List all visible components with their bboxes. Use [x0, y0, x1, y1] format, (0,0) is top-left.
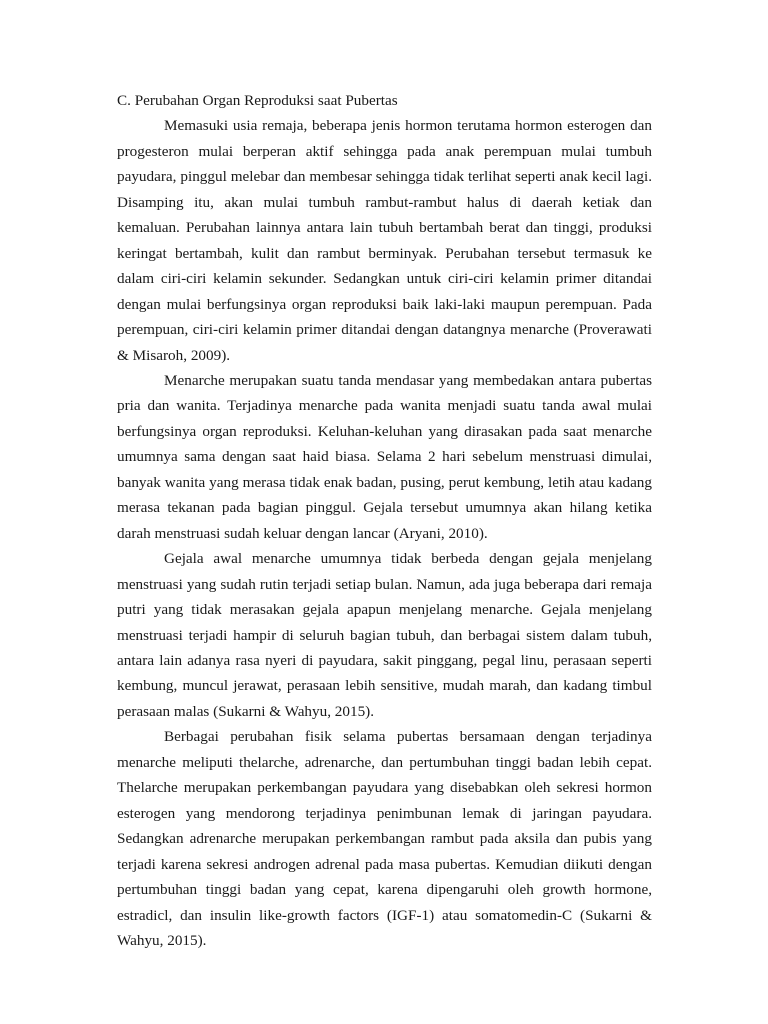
document-body	[117, 88, 652, 953]
paragraph-symptoms: Gejala awal menarche umumnya tidak berbeda dengan gejala menjelang menstruasi yang sudah rutin terjadi setiap bulan. Namun, ada juga beberapa dari remaja putri yang tidak merasakan gejala apapun menjelang menarche. Gejala menjelang menstruasi terjadi hampir di seluruh bagian tubuh, dan berbagai sistem dalam tubuh, antara lain adanya rasa nyeri di payudara, sakit pinggang, pegal linu, perasaan seperti kembung, muncul jerawat, perasaan lebih sensitive, mudah marah, dan kadang timbul perasaan malas (Sukarni & Wahyu, 2015).	[117, 550, 652, 720]
paragraph-menarche: Menarche merupakan suatu tanda mendasar yang membedakan antara pubertas pria dan wanita. Terjadinya menarche pada wanita menjadi suatu tanda awal mulai berfungsinya organ reproduksi. Keluhan-keluhan yang dirasakan pada saat menarche umumnya sama dengan saat haid biasa. Selama 2 hari sebelum menstruasi dimulai, banyak wanita yang merasa tidak enak badan, pusing, perut kembung, letih atau kadang merasa tekanan pada bagian pinggul. Gejala tersebut umumnya akan hilang ketika darah menstruasi sudah keluar dengan lancar (Aryani, 2010).	[117, 371, 652, 542]
paragraph-physical-changes: Berbagai perubahan fisik selama pubertas bersamaan dengan terjadinya menarche meliputi thelarche, adrenarche, dan pertumbuhan tinggi badan lebih cepat. Thelarche merupakan perkembangan payudara yang disebabkan oleh sekresi hormon esterogen yang mendorong terjadinya penimbunan lemak di jaringan payudara. Sedangkan adrenarche merupakan perkembangan rambut pada aksila dan pubis yang terjadi karena sekresi androgen adrenal pada masa pubertas. Kemudian diikuti dengan pertumbuhan tinggi badan yang cepat, karena dipengaruhi oleh growth hormone, estradicl, dan insulin like-growth factors (IGF-1) atau somatomedin-C (Sukarni & Wahyu, 2015).	[117, 728, 652, 949]
paragraph-hormones: Memasuki usia remaja, beberapa jenis hormon terutama hormon esterogen dan progesteron mulai berperan aktif sehingga pada anak perempuan mulai tumbuh payudara, pinggul melebar dan membesar sehingga tidak terlihat seperti anak kecil lagi. Disamping itu, akan mulai tumbuh rambut-rambut halus di daerah ketiak dan kemaluan. Perubahan lainnya antara lain tubuh bertambah berat dan tinggi, produksi keringat bertambah, kulit dan rambut berminyak. Perubahan tersebut termasuk ke dalam ciri-ciri kelamin sekunder. Sedangkan untuk ciri-ciri kelamin primer ditandai dengan mulai berfungsinya organ reproduksi baik laki-laki maupun perempuan. Pada perempuan, ciri-ciri kelamin primer ditandai dengan datangnya menarche (Proverawati & Misaroh, 2009).	[117, 117, 652, 364]
section-heading: C. Perubahan Organ Reproduksi saat Pubertas	[117, 92, 398, 109]
